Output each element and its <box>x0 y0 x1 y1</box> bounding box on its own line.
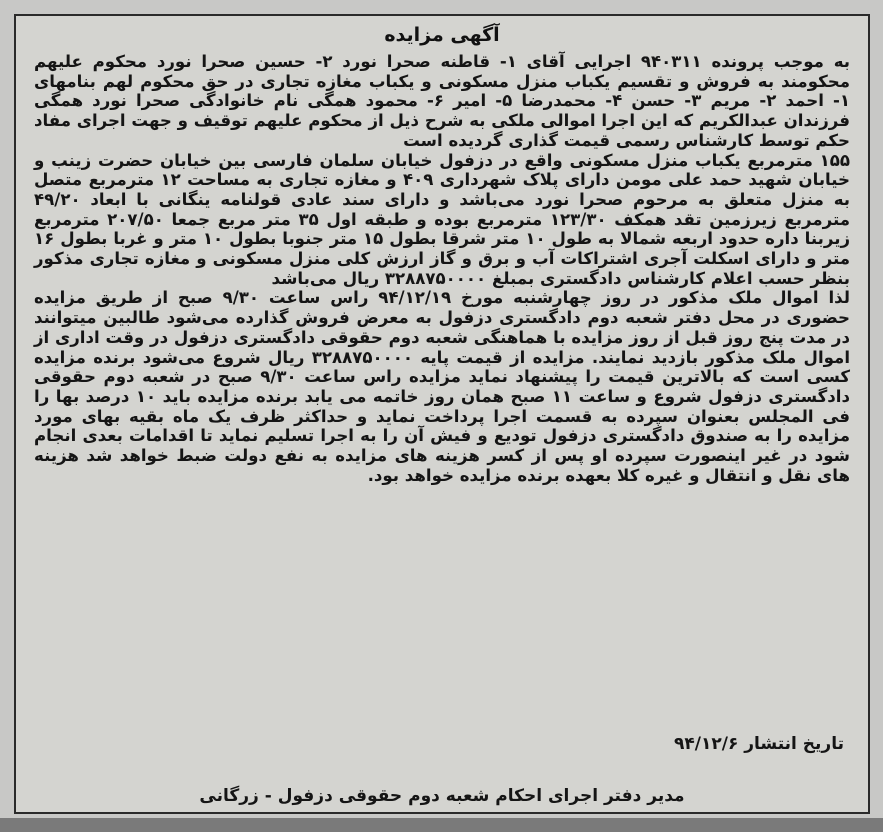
notice-body <box>34 52 850 485</box>
signature-line: مدیر دفتر اجرای احکام شعبه دوم حقوقی دزفول - زرگانی <box>199 786 685 806</box>
publish-date: تاریخ انتشار ۹۴/۱۲/۶ <box>674 734 844 754</box>
notice-paragraph: ۱۵۵ مترمربع یکباب منزل مسکونی واقع در دزفول خیابان سلمان فارسی بین خیابان حضرت زینب و خیابان شهید حمد علی مومن دارای پلاک شهرداری ۴۰۹ و مغازه تجاری به مساحت ۱۲ مترمربع متصل به منزل متعلق به مرحوم صحرا نورد می‌باشد و دارای سند عادی قولنامه ینگانی با ابعاد ۴۹/۲۰ مترمربع زیرزمین تقد همکف ۱۲۳/۳۰ مترمربع بوده و طبقه اول ۳۵ متر مربع جمعا ۲۰۷/۵۰ مترمربع زیربنا داره حدود اربعه شمالا به طول ۱۰ متر شرقا بطول ۱۵ متر جنوبا بطول ۱۰ متر و غربا بطول ۱۶ متر و دارای اسکلت آجری اشتراکات آب و برق و گاز ارزش کلی منزل مسکونی و مغازه تجاری مذکور بنظر حسب اعلام کارشناس دادگستری بمبلغ ۳۲۸۸۷۵۰۰۰۰ ریال می‌باشد <box>34 150 851 288</box>
notice-paragraph: به موجب پرونده ۹۴۰۳۱۱ اجرایی آقای ۱- قاطنه صحرا نورد ۲- حسین صحرا نورد محکوم علیهم محکومند به فروش و تقسیم یکباب منزل مسکونی و یکباب مغازه تجاری در حق محکوم لهم بنامهای ۱- احمد ۲- مریم ۳- حسن ۴- محمدرضا ۵- امیر ۶- محمود همگی نام خانوادگی صحرا نورد همگی فرزندان عبدالکریم که این اجرا اموالی ملکی به شرح ذیل از محکوم علیهم توقیف و جهت اجرای مفاد حکم توسط کارشناس رسمی قیمت گذاری گردیده است <box>34 52 851 150</box>
page-edge <box>0 818 883 832</box>
auction-notice <box>14 14 870 814</box>
notice-title: آگهی مزایده <box>384 24 500 46</box>
notice-paragraph: لذا اموال ملک مذکور در روز چهارشنبه مورخ ۹۴/۱۲/۱۹ راس ساعت ۹/۳۰ صبح از طریق مزایده حضوری در محل دفتر شعبه دوم دادگستری دزفول به معرض فروش گذارده می‌شود طالبین میتوانند در مدت پنج روز قبل از روز مزایده با هماهنگی شعبه دوم حقوقی دادگستری دزفول در وقت اداری از اموال ملک مذکور بازدید نمایند. مزایده از قیمت پایه ۳۲۸۸۷۵۰۰۰۰ ریال شروع می‌شود برنده مزایده کسی است که بالاترین قیمت را پیشنهاد نماید مزایده راس ساعت ۹/۳۰ صبح در شعبه دوم حقوقی دادگستری دزفول شروع و ساعت ۱۱ صبح همان روز خاتمه می یابد برنده مزایده باید ۱۰ درصد بها را فی المجلس بعنوان سپرده به قسمت اجرا پرداخت نماید و حداکثر ظرف یک ماه بقیه بهای مورد مزایده را به صندوق دادگستری دزفول تودیع و فیش آن را به اجرا تسلیم نماید تا اقدامات بعدی انجام شود در غیر اینصورت سپرده او پس از کسر هزینه های مزایده به نفع دولت ضبط خواهد شد هزینه های نقل و انتقال و غیره کلا بعهده برنده مزایده خواهد بود. <box>34 288 851 485</box>
